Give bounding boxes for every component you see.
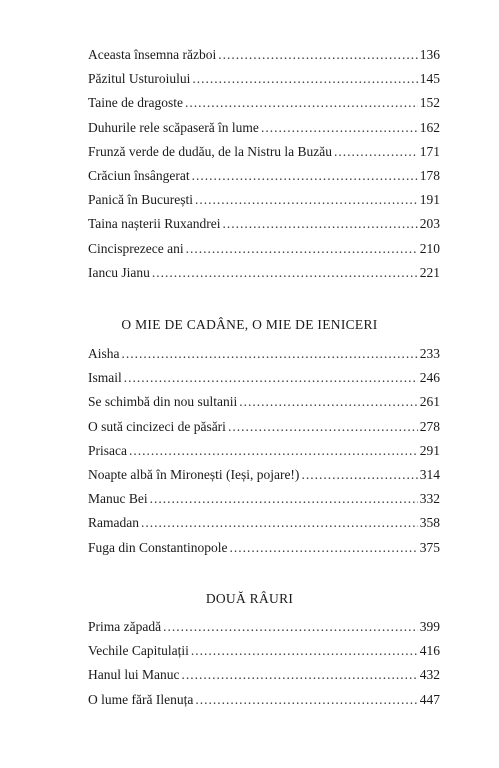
- toc-entry[interactable]: [88, 237, 440, 261]
- toc-entry-page: 447: [419, 691, 440, 707]
- toc-entry-title: Taine de dragoste: [88, 95, 184, 111]
- toc-entry-page: 152: [419, 95, 440, 111]
- section-heading: DOUĂ RÂURI: [205, 591, 294, 606]
- toc-entry[interactable]: [88, 212, 440, 236]
- dot-leader: [239, 390, 418, 414]
- toc-entry-title: Păzitul Usturoiului: [88, 71, 191, 87]
- dot-leader: [124, 366, 418, 390]
- toc-entry-title: Cincisprezece ani: [88, 240, 184, 256]
- toc-entry-title: Ramadan: [88, 515, 139, 531]
- toc-entry[interactable]: [88, 511, 440, 535]
- dot-leader: [334, 140, 418, 164]
- toc-entry[interactable]: [88, 615, 440, 639]
- toc-entry[interactable]: [88, 188, 440, 212]
- toc-entry-title: Se schimbă din nou sultanii: [88, 394, 238, 410]
- toc-entry-page: 399: [419, 619, 440, 634]
- toc-entry-title: Taina nașterii Ruxandrei: [88, 216, 221, 232]
- toc-entry-page: 171: [419, 143, 440, 159]
- toc-entry-title: Prima zăpadă: [88, 619, 162, 634]
- toc-entry-title: Noapte albă în Mironești (Ieși, pojare!): [88, 466, 300, 482]
- dot-leader: [152, 261, 418, 285]
- toc-entry[interactable]: [88, 487, 440, 511]
- dot-leader: [230, 536, 418, 560]
- toc-entry-page: 416: [419, 643, 440, 659]
- toc-entry[interactable]: [88, 415, 440, 439]
- toc-entry-page: 375: [419, 539, 440, 555]
- toc-entry-page: 233: [419, 346, 440, 361]
- dot-leader: [223, 212, 418, 236]
- toc-entry-title: Vechile Capitulații: [88, 643, 189, 659]
- toc-entry-page: 358: [419, 515, 440, 531]
- dot-leader: [129, 439, 418, 463]
- toc-entry-title: Fuga din Constantinopole: [88, 539, 228, 555]
- toc-entry-title: Hanul lui Manuc: [88, 667, 180, 683]
- toc-entry[interactable]: [88, 663, 440, 687]
- toc-entry[interactable]: [88, 116, 440, 140]
- toc-entry-page: 221: [419, 264, 440, 280]
- toc-entry-page: 314: [419, 466, 440, 482]
- dot-leader: [185, 91, 418, 115]
- toc-entry[interactable]: [88, 342, 440, 366]
- toc-entry-title: O sută cincizeci de păsări: [88, 418, 226, 434]
- toc-entry-page: 145: [419, 71, 440, 87]
- toc-entry-page: 261: [419, 394, 440, 410]
- toc-entry-title: Manuc Bei: [88, 491, 148, 507]
- section-heading: O MIE DE CADÂNE, O MIE DE IENICERI: [121, 317, 378, 332]
- dot-leader: [261, 116, 418, 140]
- dot-leader: [192, 67, 417, 91]
- toc-entry-page: 136: [419, 47, 440, 62]
- toc-entry-title: Ismail: [88, 370, 122, 386]
- toc-entry-page: 203: [419, 216, 440, 232]
- toc-entry-title: Frunză verde de dudău, de la Nistru la Buzău: [88, 143, 333, 159]
- toc-entry-title: O lume fără Ilenuța: [88, 691, 194, 707]
- toc-entry-title: Duhurile rele scăpaseră în lume: [88, 119, 259, 135]
- toc-entry[interactable]: [88, 43, 440, 67]
- dot-leader: [122, 342, 418, 366]
- toc-entry-page: 291: [419, 442, 440, 458]
- toc-entry-page: 278: [419, 418, 440, 434]
- dot-leader: [150, 487, 418, 511]
- toc-entry[interactable]: [88, 261, 440, 285]
- toc-entry[interactable]: [88, 390, 440, 414]
- toc-group-3: [88, 615, 440, 712]
- toc-entry-page: 191: [419, 192, 440, 208]
- dot-leader: [228, 415, 418, 439]
- toc-entry-page: 432: [419, 667, 440, 683]
- toc-entry-title: Iancu Jianu: [88, 264, 150, 280]
- toc-entry[interactable]: [88, 439, 440, 463]
- toc-entry-title: Aisha: [88, 346, 120, 361]
- toc-entry-title: Aceasta însemna război: [88, 47, 217, 62]
- dot-leader: [181, 663, 417, 687]
- toc-entry-page: 162: [419, 119, 440, 135]
- toc-entry-title: Prisaca: [88, 442, 127, 458]
- toc-entry-title: Crăciun însângerat: [88, 167, 190, 183]
- dot-leader: [192, 164, 418, 188]
- toc-entry[interactable]: [88, 67, 440, 91]
- toc-entry[interactable]: [88, 366, 440, 390]
- toc-entry-page: 178: [419, 167, 440, 183]
- toc-entry[interactable]: [88, 164, 440, 188]
- toc-group-1: [88, 43, 440, 285]
- dot-leader: [141, 511, 418, 535]
- toc-entry[interactable]: [88, 91, 440, 115]
- dot-leader: [218, 43, 418, 67]
- toc-entry-title: Panică în București: [88, 192, 193, 208]
- toc-entry-page: 332: [419, 491, 440, 507]
- toc-entry[interactable]: [88, 639, 440, 663]
- dot-leader: [191, 639, 418, 663]
- toc-entry-page: 210: [419, 240, 440, 256]
- dot-leader: [163, 615, 418, 639]
- toc-group-2: [88, 342, 440, 560]
- toc-entry[interactable]: [88, 140, 440, 164]
- dot-leader: [195, 688, 417, 712]
- toc-entry[interactable]: [88, 688, 440, 712]
- dot-leader: [195, 188, 418, 212]
- toc-entry[interactable]: [88, 536, 440, 560]
- toc-entry[interactable]: [88, 463, 440, 487]
- dot-leader: [301, 463, 417, 487]
- dot-leader: [186, 237, 418, 261]
- toc-entry-page: 246: [419, 370, 440, 386]
